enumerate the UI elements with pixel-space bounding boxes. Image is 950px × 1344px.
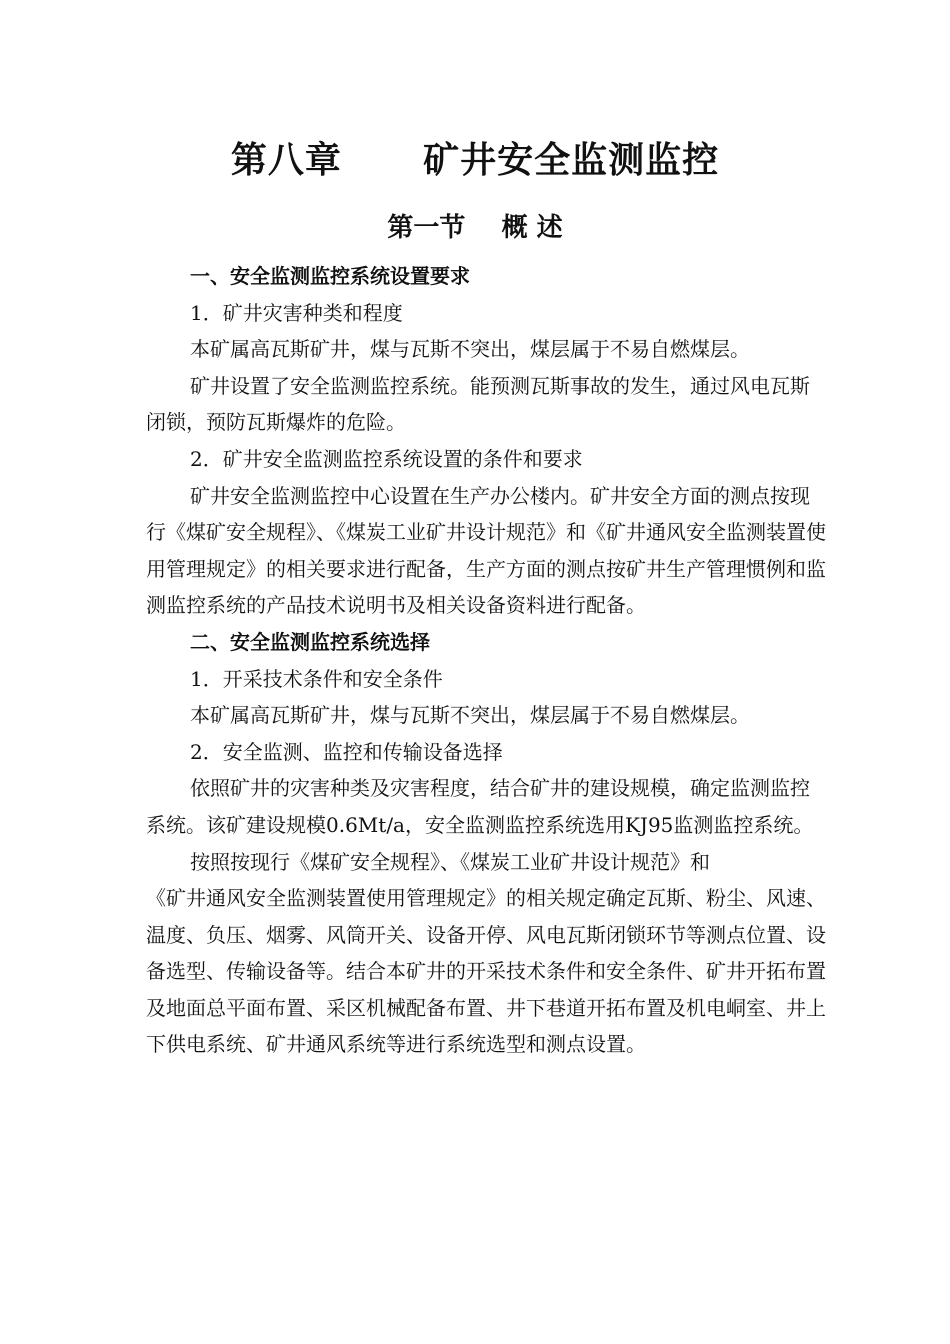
paragraph: 本矿属高瓦斯矿井，煤与瓦斯不突出，煤层属于不易自燃煤层。 xyxy=(190,337,750,362)
paragraph: 1．开采技术条件和安全条件 xyxy=(190,666,443,691)
paragraph: 2．矿井安全监测监控系统设置的条件和要求 xyxy=(190,446,583,471)
paragraph: 《矿井通风安全监测装置使用管理规定》的相关规定确定瓦斯、粉尘、风速、温度、负压、烟雾、风筒开关、设备开停、风电瓦斯闭锁环节等测点位置、设备选型、传输设备等。结合本矿井的开采技术条件和安全条件、矿井开拓布置及地面总平面布置、采区机械配备布置、井下巷道开拓布置及机电峒室、井上下供电系统、矿井通风系统等进行系统选型和测点设置。 xyxy=(146,886,826,1057)
paragraph: 2．安全监测、监控和传输设备选择 xyxy=(190,739,503,764)
paragraph: 依照矿井的灾害种类及灾害程度，结合矿井的建设规模，确定监测监控系统。该矿建设规模0.6Mt/a，安全监测监控系统选用KJ95监测监控系统。 xyxy=(146,776,814,837)
subsection-heading: 二、安全监测监控系统选择 xyxy=(190,629,430,654)
section-title: 第一节 概 述 xyxy=(387,213,563,243)
body-text xyxy=(146,258,826,1063)
paragraph: 矿井设置了安全监测监控系统。能预测瓦斯事故的发生，通过风电瓦斯闭锁，预防瓦斯爆炸的危险。 xyxy=(146,373,810,435)
paragraph: 按照按现行《煤矿安全规程》、《煤炭工业矿井设计规范》和 xyxy=(190,849,710,874)
subsection-heading: 一、安全监测监控系统设置要求 xyxy=(190,264,470,288)
paragraph: 本矿属高瓦斯矿井，煤与瓦斯不突出，煤层属于不易自燃煤层。 xyxy=(190,703,750,728)
paragraph: 1．矿井灾害种类和程度 xyxy=(190,300,403,325)
chapter-title: 第八章 矿井安全监测监控 xyxy=(230,140,720,181)
paragraph: 矿井安全监测监控中心设置在生产办公楼内。矿井安全方面的测点按现行《煤矿安全规程》、《煤炭工业矿井设计规范》和《矿井通风安全监测装置使用管理规定》的相关要求进行配备，生产方面的测点按矿井生产管理惯例和监测监控系统的产品技术说明书及相关设备资料进行配备。 xyxy=(146,483,826,618)
